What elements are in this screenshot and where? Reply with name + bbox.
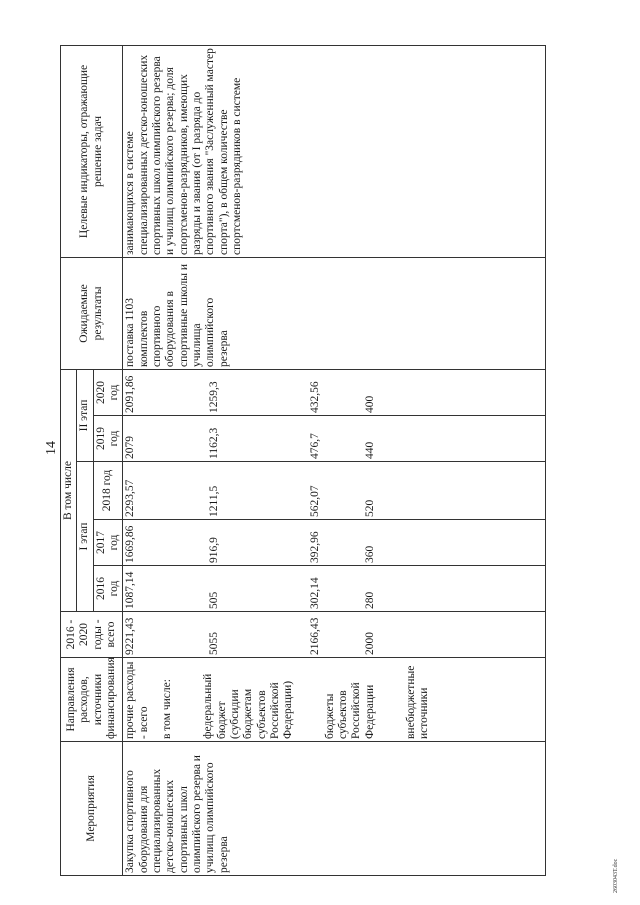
y2020-value: 432,56 [308, 381, 321, 413]
y2020-cell [123, 369, 546, 415]
y2018-value: 2293,57 [124, 479, 137, 517]
sources-cell [123, 658, 546, 742]
source-label-federal: федеральный бюджет (субсидии бюджетам субъектов Российской Федерации) [202, 673, 295, 739]
y2016-value: 505 [207, 591, 220, 609]
total-value: 5055 [207, 632, 220, 655]
document-code: 2603043Т.doc [613, 858, 619, 893]
page-number: 14 [44, 441, 59, 455]
header-target-indicators: Целевые индикаторы, отражающие решение задач [61, 45, 123, 257]
header-measures: Мероприятия [61, 742, 123, 876]
expected-results-cell: поставка 1103 комплектов спортивного оборудования в спортивные школы и училища олимпийского резерва [123, 257, 546, 369]
y2017-value: 392,96 [308, 531, 321, 563]
measure-cell: Закупка спортивного оборудования для специализированных детско-юношеских спортивных школ олимпийского резерва и училищ олимпийского резерва [123, 742, 546, 876]
header-total: 2016 - 2020 годы - всего [61, 612, 123, 658]
y2019-value: 1162,3 [207, 427, 220, 459]
header-year-2019: 2019 год [93, 416, 123, 462]
y2019-value: 440 [364, 441, 377, 459]
y2016-value: 280 [364, 591, 377, 609]
table-row [123, 45, 546, 875]
y2016-value: 1087,14 [124, 571, 137, 609]
y2017-value: 916,9 [207, 537, 220, 563]
y2019-cell [123, 416, 546, 462]
header-year-2020: 2020 год [93, 369, 123, 415]
header-year-2017: 2017 год [93, 520, 123, 566]
y2018-value: 520 [364, 499, 377, 517]
y2018-value: 562,07 [308, 485, 321, 517]
y2020-value: 400 [364, 395, 377, 413]
y2019-value: 476,7 [308, 433, 321, 459]
total-value: 2000 [364, 632, 377, 655]
y2016-cell [123, 566, 546, 612]
total-cell [123, 612, 546, 658]
target-indicators-cell: занимающихся в системе специализированных детско-юношеских спортивных школ олимпийского резерва и училищ олимпийского резерва; доля спортсменов-разрядников, имеющих разряды и звания (от I разряда до спортивного звания "Заслуженный мастер спорта"), в общем количестве спортсменов-разрядников в системе [123, 45, 546, 257]
header-expected-results: Ожидаемые результаты [61, 257, 123, 369]
source-label-including: в том числе: [160, 679, 173, 739]
header-year-2016: 2016 год [93, 566, 123, 612]
header-stage-1: I этап [77, 462, 93, 612]
source-label-other-expenses: прочие расходы - всего [124, 661, 150, 739]
y2017-value: 1669,86 [124, 525, 137, 563]
header-in-that-number: В том числе [61, 369, 77, 611]
source-label-regional: бюджеты субъектов Российской Федерации [323, 682, 376, 739]
header-year-2018: 2018 год [93, 462, 123, 520]
y2018-cell [123, 462, 546, 520]
budget-table [60, 45, 546, 876]
y2018-value: 1211,5 [207, 485, 220, 517]
source-label-extrabudgetary: внебюджетные источники [404, 665, 431, 739]
y2019-value: 2079 [124, 436, 137, 459]
budget-table-rotated [60, 46, 630, 876]
total-value: 2166,43 [308, 617, 321, 655]
y2020-value: 2091,86 [124, 375, 137, 413]
y2017-value: 360 [364, 545, 377, 563]
total-value: 9221,43 [124, 617, 137, 655]
header-stage-2: II этап [77, 369, 93, 461]
y2017-cell [123, 520, 546, 566]
y2020-value: 1259,3 [207, 381, 220, 413]
header-directions: Направления расходов, источники финансирования [61, 658, 123, 742]
y2016-value: 302,14 [308, 577, 321, 609]
